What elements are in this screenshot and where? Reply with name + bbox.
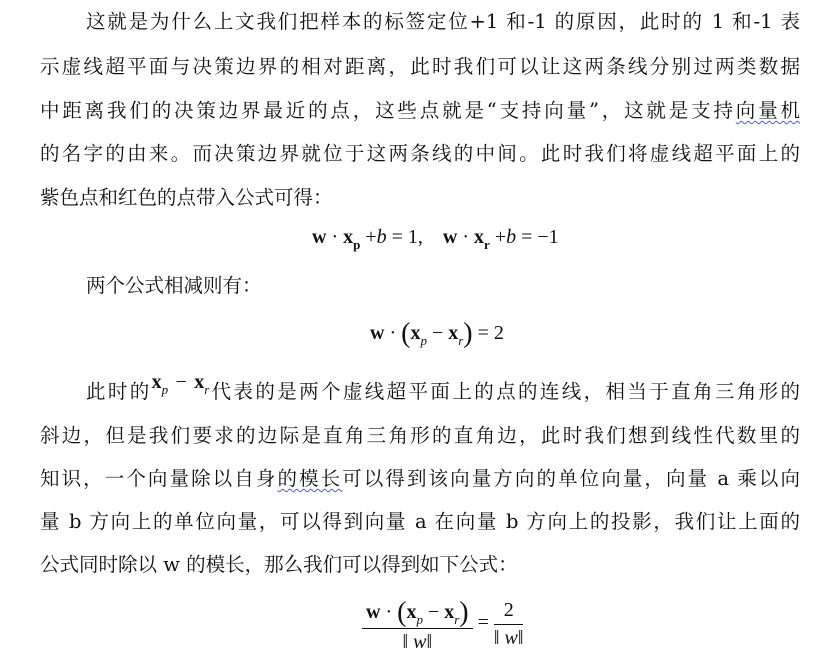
formula3-eq: = (477, 611, 489, 634)
paragraph3-line1 (86, 371, 800, 408)
formula1-plus2: + (494, 226, 507, 248)
formula2-sub-r: r (458, 333, 464, 348)
formula2-x1: x (410, 322, 421, 344)
paragraph1-line2: 示虚线超平面与决策边界的相对距离，此时我们可以让这两条线分别过两类数据 (40, 55, 800, 78)
paragraph1-line3 (40, 97, 800, 125)
formula1-eq2: = −1 (521, 226, 559, 248)
formula3-right-denominator: ‖ w‖ (493, 626, 524, 649)
formula1-plus1: + (365, 226, 377, 248)
formula3-lparen: ( (397, 597, 407, 628)
paragraph3-line2: 斜边，但是我们要求的边际是直角三角形的直角边，此时我们想到线性代数里的 (40, 424, 800, 447)
paragraph3-line1-suffix: 代表的是两个虚线超平面上的点的连线，相当于直角三角形的 (209, 380, 800, 403)
formula1-w: w (312, 226, 327, 248)
paragraph3-line1-prefix: 此时的 (86, 380, 152, 403)
formula2-sub-p: p (420, 333, 427, 348)
formula3-x2: x (444, 601, 455, 623)
inline-x1: x (151, 371, 162, 393)
formula3-w: w (366, 601, 381, 623)
paragraph1-line3-text: 中距离我们的决策边界最近的点，这些点就是“支持向量”，这就是支持 (40, 99, 736, 122)
formula3-rparen: ) (459, 597, 469, 628)
formula2-w: w (370, 322, 385, 344)
formula2-minus: − (431, 322, 444, 344)
formula3-x1: x (406, 601, 417, 623)
formula3-right-fraction (494, 599, 524, 650)
formula2-rparen: ) (463, 318, 473, 349)
inline-minus: − (175, 371, 187, 393)
formula3-minus: − (427, 601, 440, 623)
spellcheck-underlined-word: 的模长 (277, 467, 343, 490)
formula2-lparen: ( (401, 318, 411, 349)
paragraph1-line1: 这就是为什么上文我们把样本的标签定位+1 和-1 的原因，此时的 1 和-1 表 (86, 10, 800, 33)
paragraph3-line3 (40, 465, 800, 493)
formula1-w2: w (442, 226, 458, 248)
paragraph1-line4: 的名字的由来。而决策边界就位于这两条线的中间。此时我们将虚线超平面上的 (40, 142, 800, 165)
formula3-sub-r: r (454, 612, 460, 627)
formula1-dot1: · (331, 226, 339, 248)
formula3-left-numerator (362, 594, 473, 629)
formula3-dot: · (385, 601, 393, 623)
inline-sub-r: r (204, 382, 210, 397)
paragraph3-line3-b: 可以得到该向量方向的单位向量，向量 a 乘以向 (342, 467, 800, 490)
paragraph3-line5: 公式同时除以 w 的模长，那么我们可以得到如下公式： (40, 553, 518, 576)
formula1-x2: x (474, 226, 485, 248)
paragraph3-line3-a: 知识，一个向量除以自身 (40, 467, 278, 490)
formula3-sub-p: p (416, 612, 423, 627)
formula1-x1: x (343, 226, 354, 248)
paragraph3-line4: 量 b 方向上的单位向量，可以得到向量 a 在向量 b 方向上的投影，我们让上面的 (40, 510, 800, 533)
paragraph1-line5: 紫色点和红色的点带入公式可得： (40, 186, 333, 209)
formula-constraints (312, 226, 559, 252)
formula-difference (370, 315, 504, 347)
formula3-left-denominator: ‖ w‖ (402, 631, 433, 653)
formula2-x2: x (448, 322, 459, 344)
formula3-left-fraction (362, 594, 473, 654)
formula3-right-numerator: 2 (494, 599, 524, 625)
formula-normalized (362, 594, 523, 654)
formula1-eq1: = 1, (391, 226, 423, 248)
formula1-b2: b (506, 226, 517, 248)
formula1-b1: b (376, 226, 387, 248)
inline-sub-p: p (161, 382, 169, 397)
inline-formula-xp-minus-xr (151, 371, 210, 397)
formula2-eq: = 2 (477, 322, 504, 344)
formula2-dot: · (389, 322, 397, 344)
formula1-sub-p: p (353, 237, 361, 252)
inline-x2: x (194, 371, 205, 393)
spellcheck-underlined-word: 向量机 (735, 99, 800, 122)
formula1-sub-r: r (484, 237, 490, 252)
paragraph2-line1: 两个公式相减则有： (86, 274, 262, 297)
formula1-dot2: · (462, 226, 470, 248)
